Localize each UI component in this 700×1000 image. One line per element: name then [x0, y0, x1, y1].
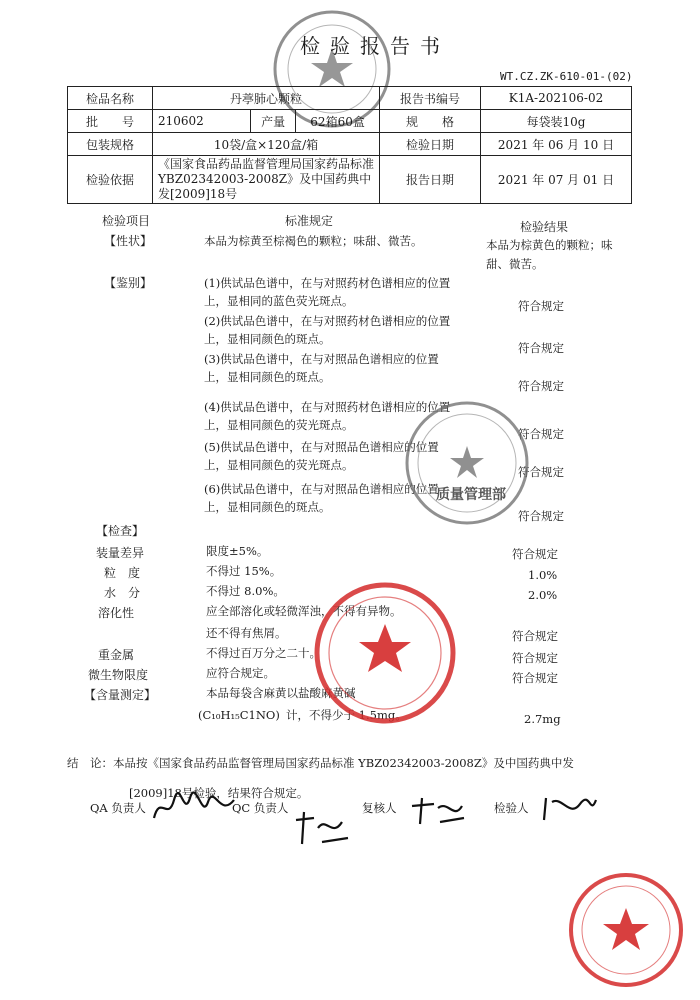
spec-label: 规 格	[380, 110, 481, 133]
character-standard: 本品为棕黄至棕褐色的颗粒；味甜、微苦。	[204, 234, 423, 248]
inspection-item-1: 装量差异	[96, 546, 145, 560]
inspection-result-3: 2.0%	[528, 588, 558, 602]
inspection-standard-3: 不得过 8.0%。	[206, 584, 285, 598]
batch-label: 批 号	[68, 110, 153, 133]
quality-dept-stamp	[402, 398, 532, 528]
qa-signature	[150, 788, 240, 828]
character-label: 【性状】	[104, 234, 153, 248]
assay-standard-2: 计，不得少于 1.5mg。	[286, 708, 407, 722]
inspection-standard-7: 应符合规定。	[206, 666, 275, 680]
inspect-date-label: 检验日期	[380, 133, 481, 156]
ident-result-6: 符合规定	[518, 509, 564, 523]
qa-label: QA 负责人	[90, 801, 146, 815]
inspection-standard-1: 限度±5%。	[206, 544, 269, 558]
reviewer-signature	[408, 796, 468, 828]
ident-result-1: 符合规定	[518, 299, 564, 313]
ident-result-3: 符合规定	[518, 379, 564, 393]
batch-number: 210602	[153, 110, 251, 133]
col-standard-heading: 标准规定	[285, 214, 334, 228]
ident-item-2: (2)供试品色谱中，在与对照药材色谱相应的位置上，显相同颜色的斑点。	[204, 314, 451, 346]
inspection-standard-4b: 还不得有焦屑。	[206, 626, 287, 640]
inspector-signature	[540, 792, 600, 824]
assay-standard-1: 本品每袋含麻黄以盐酸麻黄碱	[206, 686, 356, 700]
ident-item-6: (6)供试品色谱中，在与对照品色谱相应的位置上，显相同颜色的斑点。	[204, 482, 439, 514]
inspection-label: 【检查】	[96, 524, 145, 538]
product-name: 丹葶肺心颗粒	[153, 87, 380, 110]
ident-item-3: (3)供试品色谱中，在与对照品色谱相应的位置上，显相同颜色的斑点。	[204, 352, 439, 384]
inspection-item-7: 微生物限度	[88, 668, 149, 682]
assay-label: 【含量测定】	[84, 688, 157, 702]
output-label: 产量	[251, 110, 296, 133]
identification-label: 【鉴别】	[104, 276, 153, 290]
ident-item-1: (1)供试品色谱中，在与对照药材色谱相应的位置上，显相同的蓝色荧光斑点。	[204, 276, 451, 308]
qc-signature	[292, 808, 352, 848]
report-date-label: 报告日期	[380, 156, 481, 204]
packing-label: 包装规格	[68, 133, 153, 156]
quality-dept-stamp-text: 质量管理部	[436, 487, 506, 503]
inspection-item-4: 溶化性	[98, 606, 135, 620]
inspection-result-4: 符合规定	[512, 629, 558, 643]
ident-result-4: 符合规定	[518, 427, 564, 441]
inspection-report-seal	[312, 580, 458, 726]
document-number: WT.CZ.ZK-610-01-(02)	[500, 70, 633, 83]
ident-item-4: (4)供试品色谱中，在与对照药材色谱相应的位置上，显相同颜色的荧光斑点。	[204, 400, 451, 432]
conclusion-line-1: 本品按《国家食品药品监督管理局国家药品标准 YBZ02342003-2008Z》及中国药典中发	[113, 756, 574, 770]
inspection-item-6: 重金属	[98, 648, 135, 662]
inspection-standard-6: 不得过百万分之二十。	[206, 646, 321, 660]
inspect-date: 2021 年 06 月 10 日	[481, 133, 632, 156]
report-no: K1A-202106-02	[481, 87, 632, 110]
distributor-quality-seal	[566, 870, 686, 990]
conclusion-label: 结 论：	[67, 756, 113, 770]
col-result-heading: 检验结果	[520, 220, 569, 234]
inspection-standard-4: 应全部溶化或轻微浑浊，不得有异物。	[206, 604, 402, 618]
spec-value: 每袋装10g	[481, 110, 632, 133]
inspection-item-2: 粒 度	[104, 566, 141, 580]
inspection-standard-2: 不得过 15%。	[206, 564, 282, 578]
assay-result: 2.7mg	[524, 712, 561, 726]
qc-label: QC 负责人	[232, 801, 289, 815]
packing-value: 10袋/盒×120盒/箱	[153, 133, 380, 156]
ident-item-5: (5)供试品色谱中，在与对照品色谱相应的位置上，显相同颜色的荧光斑点。	[204, 440, 439, 472]
report-date: 2021 年 07 月 01 日	[481, 156, 632, 204]
inspector-label: 检验人	[494, 801, 529, 815]
inspection-result-1: 符合规定	[512, 547, 558, 561]
inspection-result-2: 1.0%	[528, 568, 558, 582]
basis-label: 检验依据	[68, 156, 153, 204]
inspection-result-7: 符合规定	[512, 671, 558, 685]
col-item-heading: 检验项目	[102, 214, 151, 228]
header-table	[67, 86, 632, 204]
character-result: 本品为棕黄色的颗粒；味甜、微苦。	[486, 238, 613, 271]
reviewer-label: 复核人	[362, 801, 397, 815]
ident-result-2: 符合规定	[518, 341, 564, 355]
conclusion-line-2: [2009]18号检验，结果符合规定。	[129, 786, 309, 800]
inspection-result-6: 符合规定	[512, 651, 558, 665]
report-title: 检验报告书	[300, 34, 450, 58]
inspection-item-3: 水 分	[104, 586, 141, 600]
basis-value: 《国家食品药品监督管理局国家药品标准 YBZ02342003-2008Z》及中国药典中发[2009]18号	[153, 156, 380, 204]
output-value: 62箱60盒	[296, 110, 380, 133]
product-label: 检品名称	[68, 87, 153, 110]
ident-result-5: 符合规定	[518, 465, 564, 479]
report-no-label: 报告书编号	[380, 87, 481, 110]
assay-formula: (C₁₀H₁₅C1NO)	[198, 708, 280, 722]
